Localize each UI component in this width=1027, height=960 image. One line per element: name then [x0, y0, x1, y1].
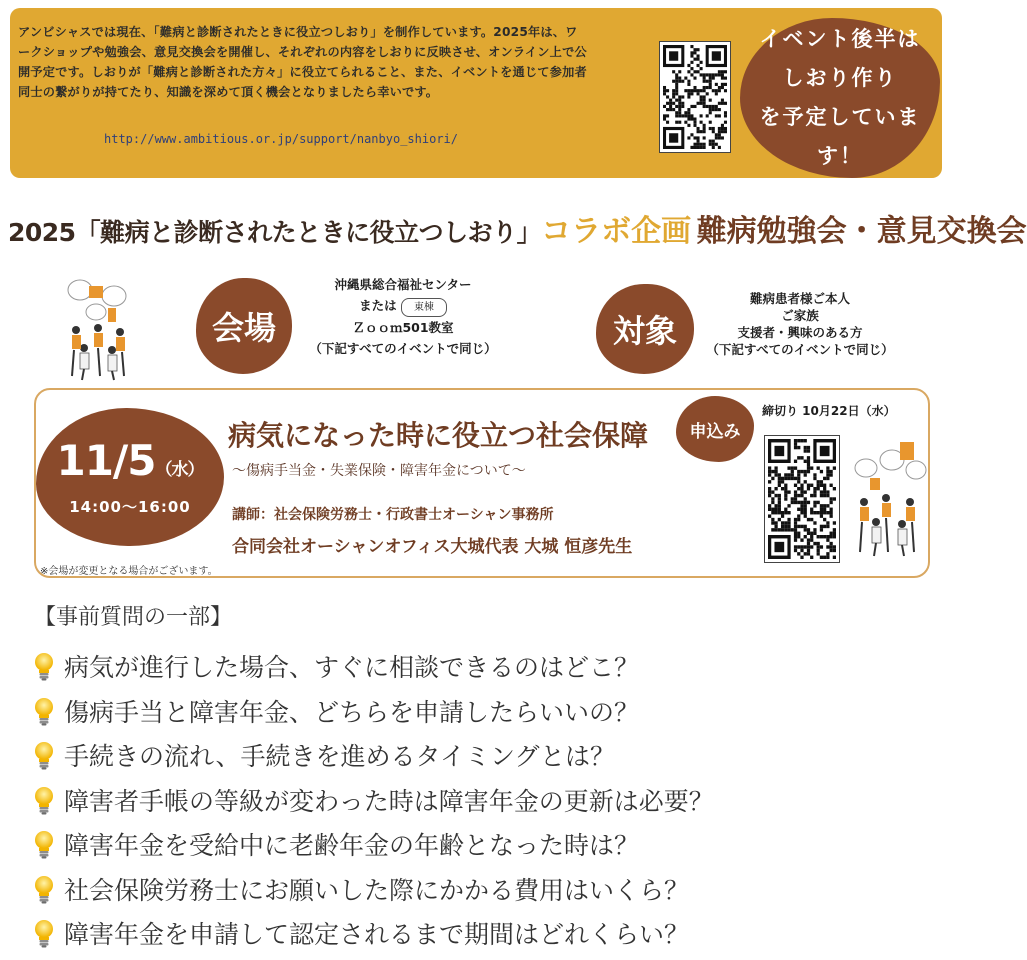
- venue-or: または: [359, 298, 397, 313]
- qr-code-graphic: [663, 45, 727, 149]
- light-bulb-icon: [28, 917, 60, 949]
- event-date: 11/5: [56, 435, 156, 485]
- list-item: [28, 689, 714, 734]
- venue-note: （下記すべてのイベントで同じ）: [309, 341, 497, 356]
- question-text: 病気が進行した場合、すぐに相談できるのはどこ？: [64, 653, 640, 683]
- light-bulb-icon: [28, 784, 60, 816]
- light-bulb-icon: [28, 828, 60, 860]
- qr-code-top[interactable]: [660, 42, 730, 152]
- target-line: 難病患者様ご本人: [749, 291, 850, 306]
- question-text: 障害年金を受給中に老齢年金の年齢となった時は？: [64, 831, 640, 861]
- list-item: [28, 867, 714, 912]
- target-line: 支援者・興味のある方: [737, 325, 863, 340]
- venue-label: 会場: [196, 278, 292, 374]
- list-item: [28, 644, 714, 689]
- event-time: 14:00〜16:00: [69, 497, 191, 516]
- event-subtitle: 〜傷病手当金・失業保険・障害年金について〜: [232, 463, 526, 479]
- list-item: [28, 911, 714, 956]
- light-bulb-icon: [28, 739, 60, 771]
- venue-info: [298, 274, 508, 359]
- questions-list: [28, 644, 714, 956]
- intro-line: 同士の繋がりが持てたり、知識を深めて頂く機会となりましたら幸いです。: [18, 85, 439, 99]
- qr-code-graphic: [768, 439, 836, 559]
- target-label: 対象: [596, 284, 694, 374]
- target-line: ご家族: [781, 308, 819, 323]
- intro-line: ークショップや勉強会、意見交換会を開催し、それぞれの内容をしおりに反映させ、オンライン上で公: [18, 45, 587, 59]
- light-bulb-icon: [28, 873, 60, 905]
- question-text: 障害年金を申請して認定されるまで期間はどれくらい？: [64, 920, 690, 950]
- venue-room: Ｚｏｏｍ501教室: [352, 320, 454, 335]
- light-bulb-icon: [28, 695, 60, 727]
- callout-line: を予定しています！: [759, 105, 921, 168]
- building-chip: 東棟: [401, 298, 447, 317]
- deadline-text: 締切り 10月22日（水）: [762, 404, 896, 418]
- list-item: [28, 778, 714, 823]
- intro-line: 開予定です。しおりが「難病と診断された方々」に役立てられること、また、イベントを通じて参加者: [18, 65, 587, 79]
- title-collab: コラボ企画: [541, 214, 692, 249]
- questions-heading: 【事前質問の一部】: [34, 605, 233, 630]
- question-text: 社会保険労務士にお願いした際にかかる費用はいくら？: [64, 875, 690, 905]
- question-text: 手続きの流れ、手続きを進めるタイミングとは？: [64, 742, 616, 772]
- title-quoted: 「難病と診断されたときに役立つしおり」: [75, 218, 542, 247]
- lecturer-line: 講師：社会保険労務士・行政書士オーシャン事務所: [232, 507, 554, 523]
- apply-label: 申込み: [676, 396, 754, 462]
- list-item: [28, 733, 714, 778]
- people-illustration: [62, 272, 134, 384]
- date-blob: [36, 408, 224, 546]
- venue-name: 沖縄県総合福祉センター: [334, 277, 472, 292]
- intro-text: [18, 22, 658, 102]
- callout-blob: [740, 18, 940, 178]
- target-line: （下記すべてのイベントで同じ）: [706, 342, 894, 357]
- title-year: 2025: [8, 218, 76, 247]
- event-title: 病気になった時に役立つ社会保障: [228, 419, 649, 452]
- question-text: 障害者手帳の等級が変わった時は障害年金の更新は必要？: [64, 786, 714, 816]
- page-title: [8, 206, 1027, 250]
- light-bulb-icon: [28, 650, 60, 682]
- target-info: [700, 290, 900, 358]
- intro-line: アンビシャスでは現在、「難病と診断されたときに役立つしおり」を制作しています。2025年は、ワ: [18, 25, 578, 39]
- question-text: 傷病手当と障害年金、どちらを申請したらいいの？: [64, 697, 640, 727]
- qr-code-apply[interactable]: [765, 436, 839, 562]
- title-main: 難病勉強会・意見交換会: [696, 214, 1027, 249]
- callout-line: しおり作り: [782, 66, 898, 90]
- event-dow: （水）: [155, 459, 204, 480]
- intro-url-link[interactable]: http://www.ambitious.or.jp/support/nanbyo_shiori/: [104, 132, 459, 146]
- people-illustration: [852, 438, 928, 560]
- venue-change-note: ※会場が変更となる場合がございます。: [40, 566, 218, 577]
- callout-line: イベント後半は: [759, 27, 921, 51]
- list-item: [28, 822, 714, 867]
- lecturer-name: 合同会社オーシャンオフィス大城代表 大城 恒彦先生: [232, 537, 633, 557]
